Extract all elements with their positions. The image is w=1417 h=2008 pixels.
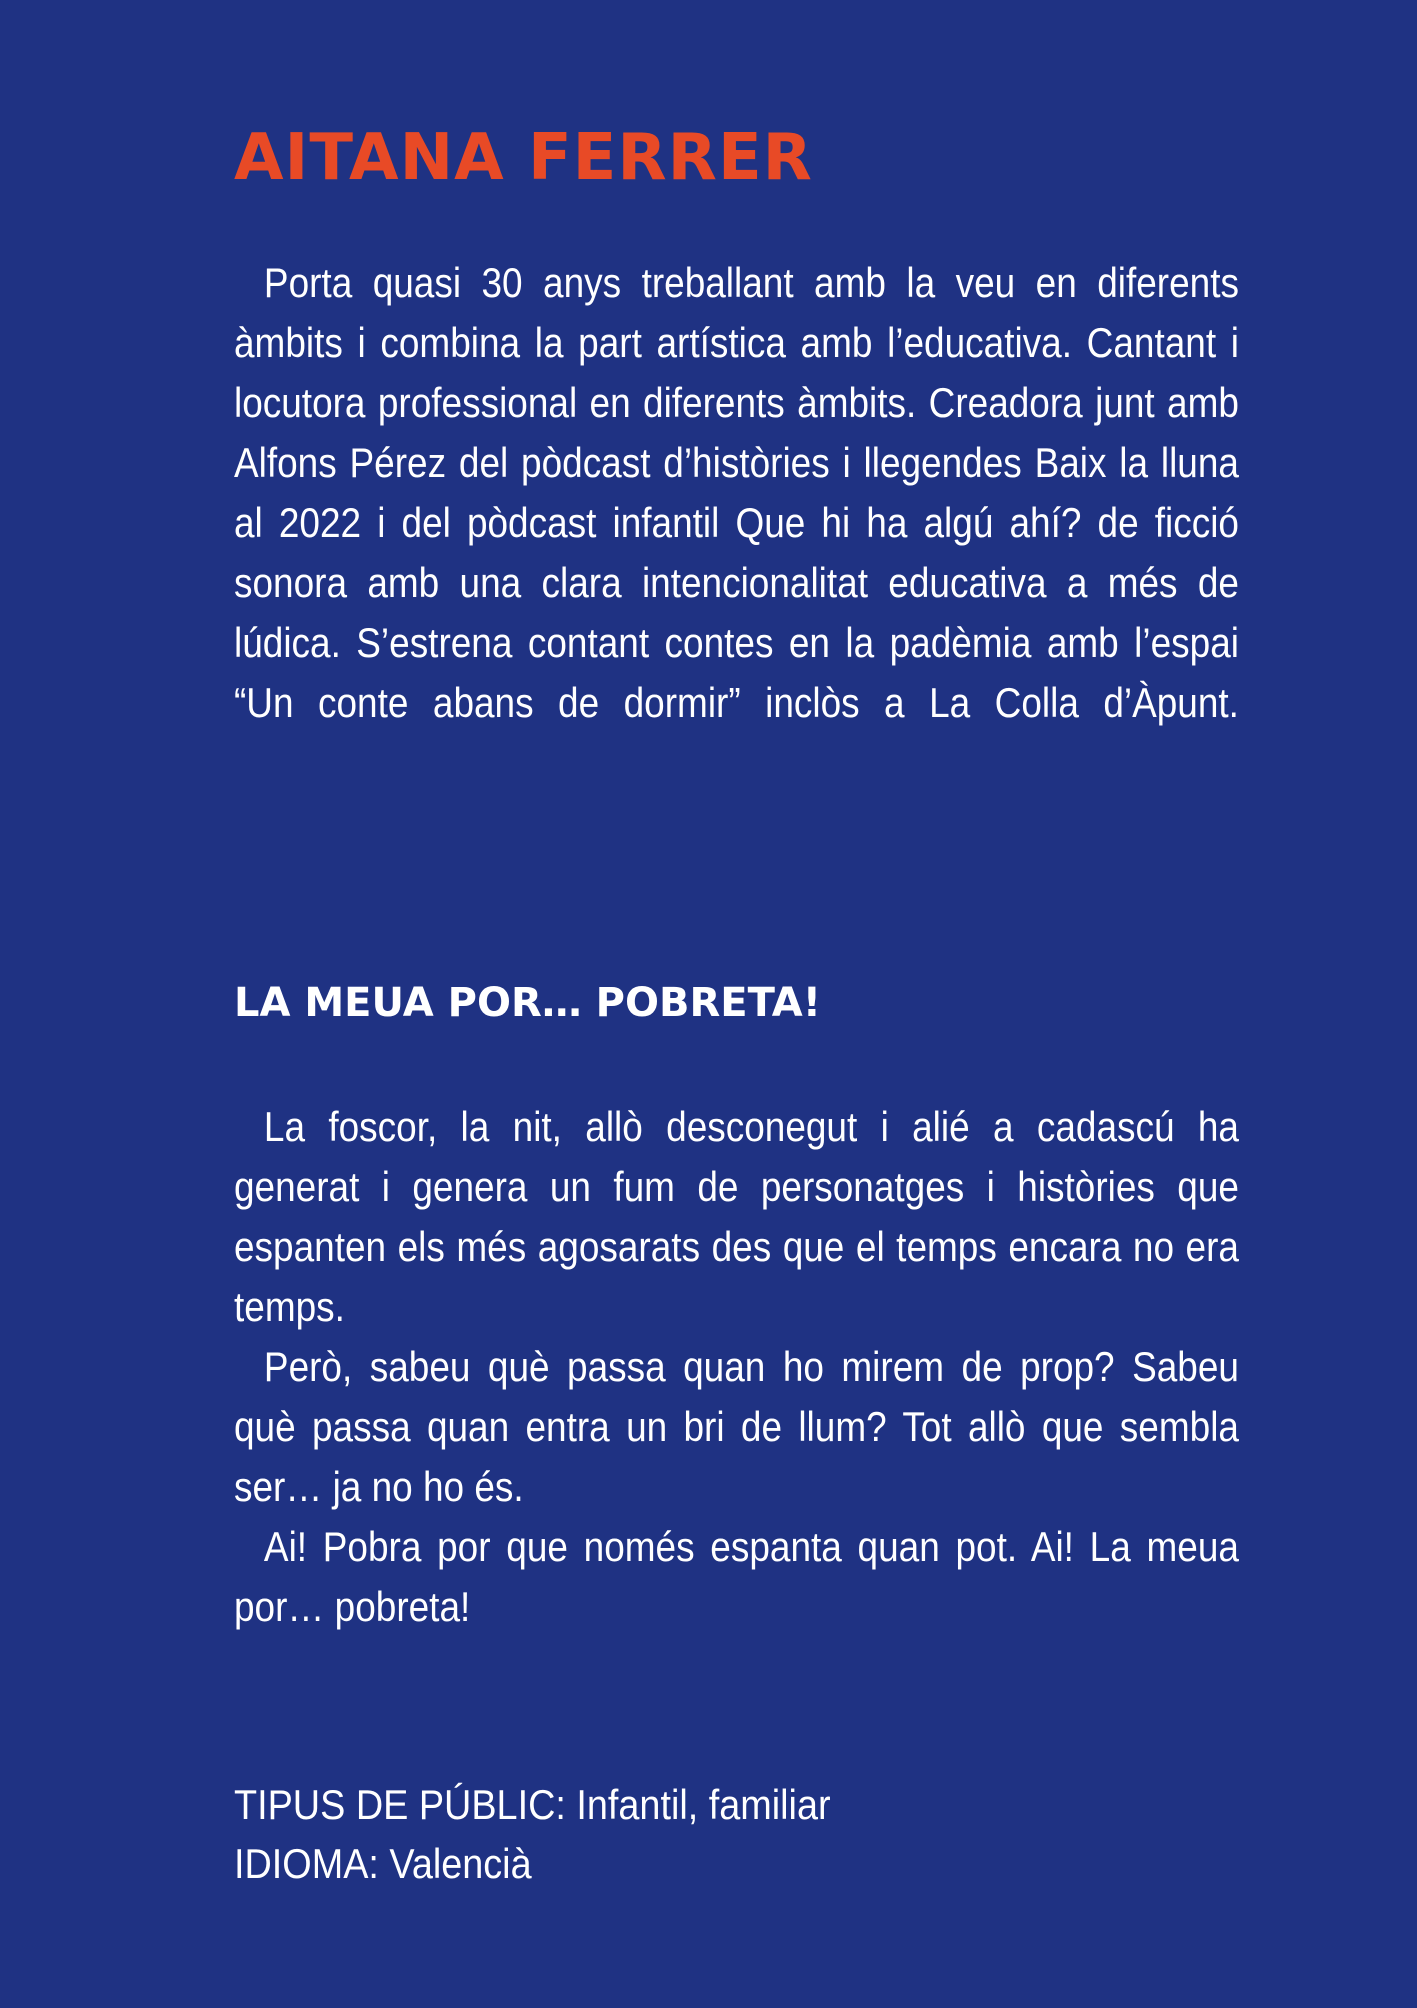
synopsis-paragraph — [234, 1517, 1239, 1637]
synopsis-paragraph — [234, 1337, 1239, 1517]
synopsis-paragraph-text: Ai! Pobra por que només espanta quan pot. Ai! La meua por… pobreta! — [234, 1523, 1239, 1630]
author-bio-text: Porta quasi 30 anys treballant amb la veu en diferents àmbits i combina la part artística amb l’educativa. Cantant i locutora professional en diferents àmbits. Creadora junt amb Alfons Pérez del pòdcast d’històries i llegendes Baix la lluna al 2022 i del pòdcast infantil Que hi ha algú ahí? de ficció sonora amb una clara intencionalitat educativa a més de lúdica. S’estrena contant contes en la padèmia amb l’espai “Un conte abans de dormir” inclòs a La Colla d’Àpunt. — [234, 259, 1239, 726]
synopsis-paragraph-text: La foscor, la nit, allò desconegut i alié a cadascú ha generat i genera un fum de personatges i històries que espanten els més agosarats des que el temps encara no era temps. — [234, 1103, 1239, 1330]
synopsis-paragraph-text: Però, sabeu què passa quan ho mirem de prop? Sabeu què passa quan entra un bri de llum? Tot allò que sembla ser… ja no ho és. — [234, 1343, 1239, 1510]
show-synopsis — [234, 1097, 1239, 1637]
show-details — [234, 1775, 831, 1893]
show-title: LA MEUA POR… POBRETA! — [234, 980, 821, 1026]
audience-line: TIPUS DE PÚBLIC: Infantil, familiar — [234, 1781, 831, 1828]
synopsis-paragraph — [234, 1097, 1239, 1337]
language-line: IDIOMA: Valencià — [234, 1840, 532, 1887]
author-name: AITANA FERRER — [234, 121, 813, 195]
author-bio — [234, 253, 1239, 733]
